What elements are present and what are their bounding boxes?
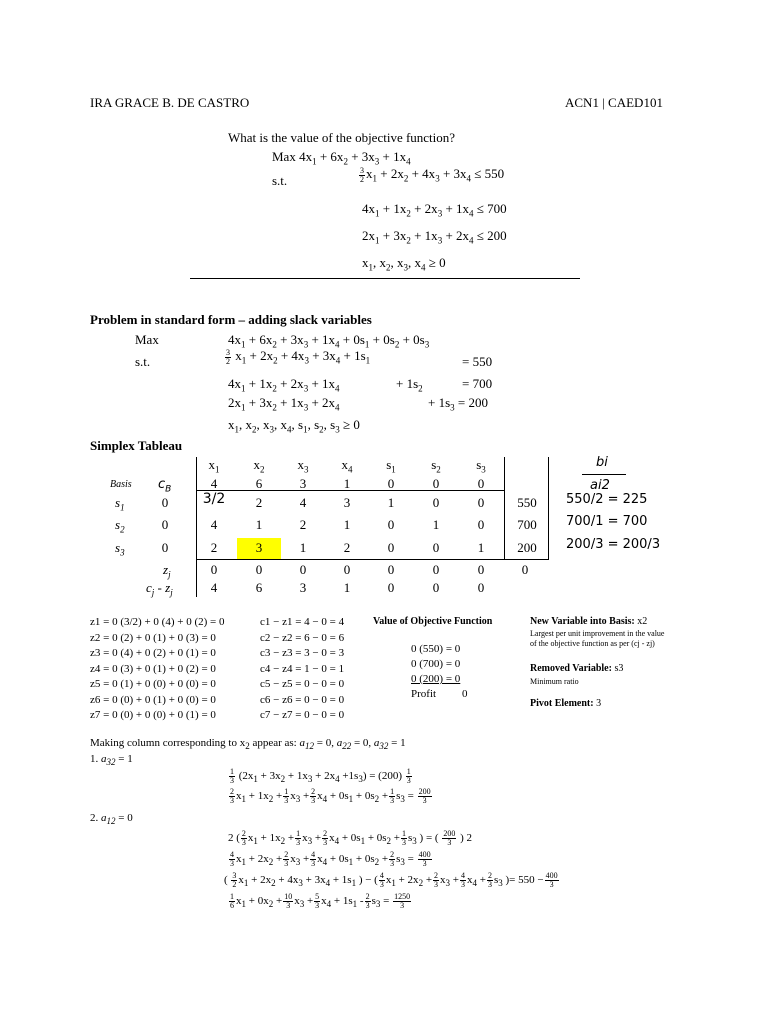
tableau-cell: 0 — [387, 517, 395, 532]
profit-label: Profit — [411, 688, 437, 700]
question-st-label: s.t. — [272, 173, 288, 188]
removed-var-desc: Minimum ratio — [530, 677, 579, 686]
zj-rhs: 0 — [521, 562, 529, 577]
cjzj-cell: 1 — [343, 580, 351, 595]
col-header-x3: $x_3$ — [297, 457, 309, 475]
col-header-s2: $s_2$ — [431, 457, 441, 475]
tableau-cell: 2 — [343, 540, 351, 555]
standard-objective: $4x_1 + 6x_2 + 3x_3 + 1x_4 + 0s_1 + 0s_2 + 0s_3$ — [228, 332, 430, 350]
tableau-cell: 3 — [343, 495, 351, 510]
rhs-cell: 550 — [517, 495, 537, 510]
tableau-cell: 3 — [255, 540, 263, 555]
question-prompt: What is the value of the objective function? — [228, 130, 456, 145]
zj-cell: 0 — [343, 562, 351, 577]
standard-rhs-2: = 700 — [462, 376, 493, 391]
zj-cell: 0 — [255, 562, 263, 577]
tableau-cell: 1 — [343, 517, 351, 532]
step-2-eq-b: $\frac{4}{3}$ $x_1 + 2x_2$ + $\frac{2}{3}$ $x_3$ + $\frac{4}{3}$ $x_4 + 0s_1 + 0s_2$ + $\frac{2}{3}$ $s_3$ = $\frac{400}{3}$ — [230, 850, 431, 868]
tableau-vline-ratio — [548, 457, 549, 560]
author-name: IRA GRACE B. DE CASTRO — [90, 95, 250, 110]
divider — [190, 278, 580, 279]
z-calc-line: z2 = 0 (2) + 0 (1) + 0 (3) = 0 — [90, 631, 216, 644]
basis-cell: $s_1$ — [115, 495, 125, 513]
cjzj-cell: 4 — [210, 580, 218, 595]
rhs-cell: 700 — [517, 517, 537, 532]
step-2-eq-a: 2 ( $\frac{2}{3}$ $x_1 + 1x_2$ + $\frac{1}{3}$ $x_3$ + $\frac{2}{3}$ $x_4 + 0s_1 + 0s_2$ + $\frac{1}{3}$ $s_3$ ) = ( $\frac{200}{3}$ ) 2 — [228, 829, 472, 847]
tableau-cell: 0 — [432, 495, 440, 510]
step-1-eq-b: $\frac{2}{3}$ $x_1 + 1x_2$ + $\frac{1}{3}$ $x_3$ + $\frac{2}{3}$ $x_4 + 0s_1 + 0s_2$ + $\frac{1}{3}$ $s_3$ = $\frac{200}{3}$ — [230, 787, 431, 805]
z-calc-line: z3 = 0 (4) + 0 (2) + 0 (1) = 0 — [90, 647, 216, 659]
tableau-heading: Simplex Tableau — [90, 438, 183, 453]
ratio-cell: 550/2 = 225 — [566, 492, 648, 507]
standard-rhs-1: = 550 — [462, 354, 493, 369]
cj-cell: 0 — [432, 476, 440, 491]
col-header-x1: $x_1$ — [208, 457, 220, 475]
tableau-cell: 0 — [477, 517, 485, 532]
question-objective: Max $4x_1 + 6x_2 + 3x_3 + 1x_4$ — [272, 149, 411, 167]
new-var-desc-1: Largest per unit improvement in the value — [530, 629, 665, 638]
profit-value: 0 — [462, 688, 468, 700]
rhs-cell: 200 — [517, 540, 537, 555]
cjzj-cell: 0 — [432, 580, 440, 595]
tableau-vline-left — [196, 457, 197, 597]
cz-calc-line: c1 − z1 = 4 − 0 = 4 — [260, 616, 345, 628]
z-calc-line: z7 = 0 (0) + 0 (0) + 0 (1) = 0 — [90, 709, 216, 721]
step-1-eq-a: $\frac{1}{3}$ $(2x_1 + 3x_2 + 1x_3 + 2x_4 +1s_3) = (200)$ $\frac{1}{3}$ — [230, 767, 411, 785]
basis-cell: $s_2$ — [115, 517, 125, 535]
step-2-label: 2. $a_{12} = 0$ — [90, 812, 133, 827]
ratio-header-top: bi — [596, 455, 608, 470]
zj-cell: 0 — [299, 562, 307, 577]
cj-cell: 3 — [299, 476, 307, 491]
standard-constraint-3: $2x_1 + 3x_2 + 1x_3 + 2x_4$ — [228, 395, 340, 413]
col-header-x4: $x_4$ — [341, 457, 353, 475]
tableau-cell: 4 — [210, 517, 218, 532]
tableau-cell: 0 — [477, 495, 485, 510]
tableau-cell: 1 — [477, 540, 485, 555]
cjzj-cell: 3 — [299, 580, 307, 595]
standard-constraint-2: $4x_1 + 1x_2 + 2x_3 + 1x_4$ — [228, 376, 340, 394]
col-header-s1: $s_1$ — [386, 457, 396, 475]
col-header-x2: $x_2$ — [253, 457, 265, 475]
basis-label: Basis — [110, 479, 132, 490]
z-calc-line: z6 = 0 (0) + 0 (1) + 0 (0) = 0 — [90, 693, 216, 706]
cjzj-label: $c_j - z_j$ — [146, 580, 173, 598]
cb-cell: 0 — [161, 495, 169, 510]
cjzj-cell: 6 — [255, 580, 263, 595]
cz-calc-line: c2 − z2 = 6 − 0 = 6 — [260, 631, 345, 644]
tableau-cell: 2 — [210, 540, 218, 555]
pivot-note: Pivot Element: 3 — [530, 698, 602, 709]
question-constraint-3: $2x_1 + 3x_2 + 1x_3 + 2x_4 \le 200$ — [362, 228, 507, 246]
z-calc-line: z5 = 0 (1) + 0 (0) + 0 (0) = 0 — [90, 678, 216, 690]
standard-constraint-1: $\frac{3}{2}$ $x_1 + 2x_2 + 4x_3 + 3x_4 + 1s_1$ — [226, 347, 371, 366]
tableau-vline-right — [504, 457, 505, 560]
question-nonneg: $x_1$, $x_2$, $x_3$, $x_4 \ge 0$ — [362, 255, 446, 273]
tableau-cell: 3/2 — [202, 491, 226, 507]
cz-calc-line: c3 − z3 = 3 − 0 = 3 — [260, 647, 345, 659]
cb-label: $c_B$ — [158, 477, 172, 495]
tableau-cell: 1 — [387, 495, 395, 510]
col-header-s3: $s_3$ — [476, 457, 486, 475]
cj-cell: 4 — [210, 476, 218, 491]
tableau-cell: 2 — [299, 517, 307, 532]
cj-cell: 0 — [387, 476, 395, 491]
cb-cell: 0 — [161, 517, 169, 532]
cjzj-cell: 0 — [477, 580, 485, 595]
tableau-cell: 1 — [255, 517, 263, 532]
standard-nonneg: $x_1$, $x_2$, $x_3$, $x_4$, $s_1$, $s_2$, $s_3 \ge 0$ — [228, 417, 360, 435]
cz-calc-line: c7 − z7 = 0 − 0 = 0 — [260, 709, 345, 721]
cj-cell: 0 — [477, 476, 485, 491]
standard-heading: Problem in standard form – adding slack variables — [90, 312, 372, 327]
step-2-eq-d: $\frac{1}{6}$ $x_1 + 0x_2$ + $\frac{10}{3}$ $x_3$ + $\frac{5}{3}$ $x_4 + 1s_1$ - $\frac{2}{3}$ $s_3$ = $\frac{1250}{3}$ — [230, 892, 411, 910]
cz-calc-line: c6 − z6 = 0 − 0 = 0 — [260, 693, 345, 706]
tableau-cell: 1 — [299, 540, 307, 555]
tableau-cell: 0 — [432, 540, 440, 555]
objective-line-3: 0 (200) = 0 — [411, 673, 461, 685]
tableau-cell: 0 — [387, 540, 395, 555]
standard-max-label: Max — [135, 332, 159, 347]
step-2-eq-c: ( $\frac{3}{2}$ $x_1 + 2x_2 + 4x_3 + 3x_4 + 1s_1$ ) − ( $\frac{4}{3}$ $x_1 + 2x_2$ + $\frac{2}{3}$ $x_3$ + $\frac{4}{3}$ $x_4$ + $\frac{2}{3}$ $s_3$ )= 550 − $\frac{400}{3}$ — [224, 871, 558, 889]
ratio-cell: 200/3 = 200/3 — [566, 537, 661, 552]
z-calc-line: z4 = 0 (3) + 0 (1) + 0 (2) = 0 — [90, 662, 216, 675]
ratio-header-bottom: ai2 — [590, 478, 610, 493]
question-constraint-2: $4x_1 + 1x_2 + 2x_3 + 1x_4 \le 700$ — [362, 201, 507, 219]
tableau-hline-zj — [196, 559, 548, 560]
cj-cell: 1 — [343, 476, 351, 491]
objective-value-heading: Value of Objective Function — [373, 616, 493, 627]
objective-line-2: 0 (700) = 0 — [411, 658, 461, 670]
zj-cell: 0 — [210, 562, 218, 577]
standard-slack-2: + $1s_2$ — [396, 376, 423, 394]
standard-st-label: s.t. — [135, 354, 151, 369]
zj-label: $z_j$ — [163, 562, 171, 580]
basis-cell: $s_3$ — [115, 540, 125, 558]
objective-line-1: 0 (550) = 0 — [411, 643, 461, 655]
course-code: ACN1 | CAED101 — [565, 95, 663, 110]
new-var-note: New Variable into Basis: x2 — [530, 616, 648, 627]
zj-cell: 0 — [432, 562, 440, 577]
standard-slack-3: + $1s_3 = 200$ — [428, 395, 488, 413]
step-1-label: 1. $a_{32} = 1$ — [90, 753, 133, 768]
tableau-cell: 1 — [432, 517, 440, 532]
new-var-desc-2: of the objective function as per (cj - zj) — [530, 639, 655, 648]
ratio-header-bar — [582, 474, 626, 475]
steps-intro: Making column corresponding to $x_2$ appear as: $a_{12} = 0$, $a_{22} = 0$, $a_{32} = 1$ — [90, 737, 406, 752]
question-constraint-1: $\frac{3}{2}$ $x_1 + 2x_2 + 4x_3 + 3x_4 \le 550$ — [360, 165, 505, 184]
removed-var-note: Removed Variable: s3 — [530, 663, 624, 674]
cz-calc-line: c4 − z4 = 1 − 0 = 1 — [260, 662, 345, 675]
ratio-cell: 700/1 = 700 — [566, 514, 648, 529]
cjzj-cell: 0 — [387, 580, 395, 595]
tableau-cell: 4 — [299, 495, 307, 510]
cj-cell: 6 — [255, 476, 263, 491]
zj-cell: 0 — [387, 562, 395, 577]
cz-calc-line: c5 − z5 = 0 − 0 = 0 — [260, 678, 345, 690]
tableau-cell: 2 — [255, 495, 263, 510]
z-calc-line: z1 = 0 (3/2) + 0 (4) + 0 (2) = 0 — [90, 616, 225, 628]
zj-cell: 0 — [477, 562, 485, 577]
cb-cell: 0 — [161, 540, 169, 555]
